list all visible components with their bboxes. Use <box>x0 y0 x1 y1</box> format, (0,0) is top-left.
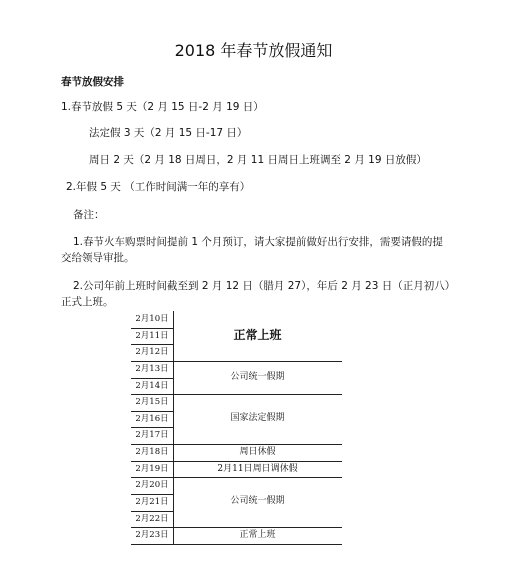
date-cell: 2月13日 <box>135 363 169 374</box>
date-cell: 2月21日 <box>135 497 169 508</box>
date-cell: 2月22日 <box>135 513 169 524</box>
row-divider <box>131 494 173 495</box>
date-cell: 2月10日 <box>135 314 169 324</box>
date-cell: 2月15日 <box>135 397 169 408</box>
row-divider <box>131 511 173 512</box>
note-work-schedule: 2.公司年前上班时间截至到 2 月 12 日（腊月 27），年后 2 月 23 日（正月初八）正式上班。 <box>61 280 450 308</box>
note-train-tickets: 1.春节火车购票时间提前 1 个月预订，请大家提前做好出行安排，需要请假的提交给领导审批。 <box>61 236 443 264</box>
item-statutory-days: 法定假 3 天（2 月 15 日-17 日） <box>89 127 248 139</box>
date-cell: 2月23日 <box>135 530 169 541</box>
row-divider <box>131 378 173 379</box>
schedule-group-label: 2月11日周日调休假 <box>217 463 298 474</box>
group-divider <box>131 544 342 545</box>
date-cell: 2月12日 <box>135 347 169 358</box>
item-spring-holiday: 1.春节放假 5 天（2 月 15 日-2 月 19 日） <box>61 101 264 113</box>
date-cell: 2月14日 <box>135 380 169 391</box>
date-cell: 2月18日 <box>135 447 169 458</box>
item-sunday-days: 周日 2 天（2 月 18 日周日，2 月 11 日周日上班调至 2 月 19 日放假） <box>89 154 427 166</box>
holiday-schedule-table <box>131 311 342 544</box>
row-divider <box>131 411 173 412</box>
schedule-group-label: 公司统一假期 <box>230 371 285 382</box>
schedule-group-label: 公司统一假期 <box>230 496 285 507</box>
row-divider <box>131 427 173 428</box>
schedule-group-label: 国家法定假期 <box>230 413 285 424</box>
date-cell: 2月16日 <box>135 413 169 424</box>
row-divider <box>131 344 173 345</box>
item-annual-leave: 2.年假 5 天 （工作时间满一年的享有） <box>66 181 251 193</box>
date-cell: 2月20日 <box>135 480 169 491</box>
date-cell: 2月19日 <box>135 463 169 474</box>
schedule-group-label: 正常上班 <box>233 328 282 342</box>
schedule-group-label: 正常上班 <box>239 530 276 541</box>
row-divider <box>131 328 173 329</box>
schedule-group-label: 周日休假 <box>239 447 276 458</box>
date-cell: 2月11日 <box>135 330 169 341</box>
section-heading: 春节放假安排 <box>61 76 124 88</box>
notes-label: 备注： <box>73 209 105 221</box>
date-cell: 2月17日 <box>135 430 169 441</box>
page-title: 2018 年春节放假通知 <box>174 41 333 60</box>
